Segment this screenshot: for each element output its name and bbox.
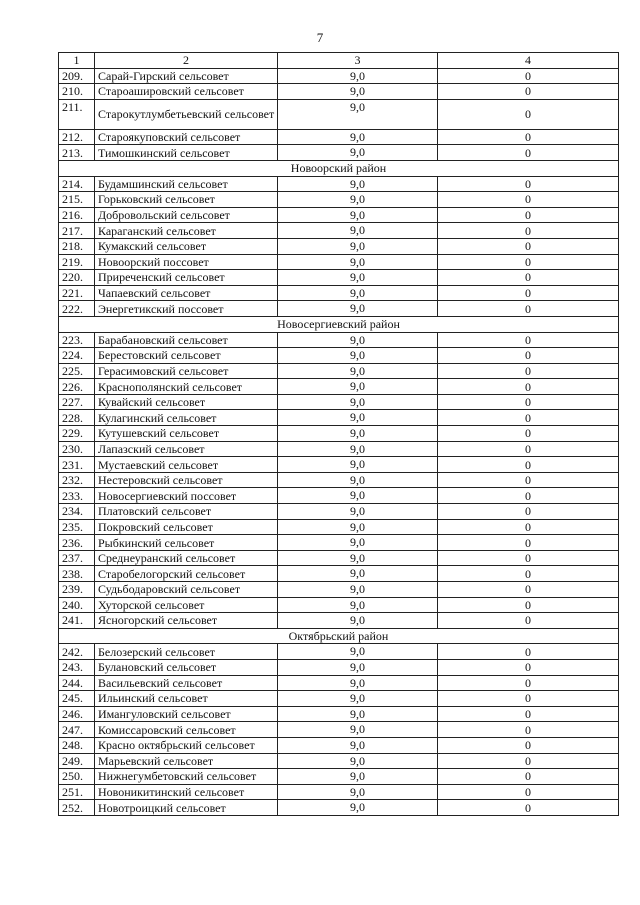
value-col-4: 0 xyxy=(438,441,619,457)
region-title: Новоорский район xyxy=(59,160,619,176)
value-col-4: 0 xyxy=(438,270,619,286)
value-col-3: 9,0 xyxy=(278,207,438,223)
value-col-4: 0 xyxy=(438,504,619,520)
table-row xyxy=(59,145,619,161)
value-col-4: 0 xyxy=(438,145,619,161)
value-col-3: 9,0 xyxy=(278,410,438,426)
page-number: 7 xyxy=(316,30,324,45)
table-row xyxy=(59,348,619,364)
value-col-4: 0 xyxy=(438,535,619,551)
value-col-3: 9,0 xyxy=(278,706,438,722)
value-col-3: 9,0 xyxy=(278,285,438,301)
value-col-3: 9,0 xyxy=(278,597,438,613)
table-body xyxy=(59,68,619,815)
value-col-4: 0 xyxy=(438,99,619,129)
value-col-4: 0 xyxy=(438,519,619,535)
value-col-3: 9,0 xyxy=(278,99,438,129)
column-header-1: 1 xyxy=(59,53,95,69)
row-number: 252. xyxy=(59,800,95,816)
row-number: 228. xyxy=(59,410,95,426)
value-col-4: 0 xyxy=(438,129,619,145)
value-col-4: 0 xyxy=(438,238,619,254)
value-col-3: 9,0 xyxy=(278,301,438,317)
table-row xyxy=(59,332,619,348)
settlement-name: Покровский сельсовет xyxy=(95,519,278,535)
row-number: 227. xyxy=(59,394,95,410)
value-col-3: 9,0 xyxy=(278,68,438,84)
settlement-name: Старобелогорский сельсовет xyxy=(95,566,278,582)
value-col-3: 9,0 xyxy=(278,519,438,535)
settlement-name: Нижнегумбетовский сельсовет xyxy=(95,769,278,785)
settlement-name: Марьевский сельсовет xyxy=(95,753,278,769)
table-row xyxy=(59,68,619,84)
value-col-3: 9,0 xyxy=(278,192,438,208)
value-col-4: 0 xyxy=(438,659,619,675)
row-number: 216. xyxy=(59,207,95,223)
value-col-3: 9,0 xyxy=(278,769,438,785)
settlement-name: Энергетикский поссовет xyxy=(95,301,278,317)
region-title: Новосергиевский район xyxy=(59,316,619,332)
value-col-3: 9,0 xyxy=(278,566,438,582)
value-col-3: 9,0 xyxy=(278,550,438,566)
settlement-name: Новоникитинский сельсовет xyxy=(95,784,278,800)
row-number: 233. xyxy=(59,488,95,504)
settlement-name: Барабановский сельсовет xyxy=(95,332,278,348)
value-col-4: 0 xyxy=(438,472,619,488)
value-col-4: 0 xyxy=(438,488,619,504)
value-col-4: 0 xyxy=(438,550,619,566)
settlement-name: Будамшинский сельсовет xyxy=(95,176,278,192)
table-row xyxy=(59,379,619,395)
value-col-3: 9,0 xyxy=(278,129,438,145)
value-col-3: 9,0 xyxy=(278,504,438,520)
row-number: 248. xyxy=(59,737,95,753)
row-number: 213. xyxy=(59,145,95,161)
value-col-3: 9,0 xyxy=(278,488,438,504)
table-row xyxy=(59,722,619,738)
table-row xyxy=(59,129,619,145)
value-col-3: 9,0 xyxy=(278,457,438,473)
table-row xyxy=(59,472,619,488)
settlement-name: Васильевский сельсовет xyxy=(95,675,278,691)
settlement-name: Среднеуранский сельсовет xyxy=(95,550,278,566)
value-col-3: 9,0 xyxy=(278,441,438,457)
value-col-4: 0 xyxy=(438,737,619,753)
row-number: 217. xyxy=(59,223,95,239)
row-number: 219. xyxy=(59,254,95,270)
settlement-name: Красно октябрьский сельсовет xyxy=(95,737,278,753)
settlement-name: Берестовский сельсовет xyxy=(95,348,278,364)
table-row xyxy=(59,597,619,613)
row-number: 242. xyxy=(59,644,95,660)
value-col-4: 0 xyxy=(438,363,619,379)
value-col-3: 9,0 xyxy=(278,582,438,598)
table-row xyxy=(59,394,619,410)
settlement-name: Горьковский сельсовет xyxy=(95,192,278,208)
row-number: 211. xyxy=(59,99,95,129)
row-number: 212. xyxy=(59,129,95,145)
row-number: 238. xyxy=(59,566,95,582)
settlement-name: Старокутлумбетьевский сельсовет xyxy=(95,99,278,129)
settlement-name: Рыбкинский сельсовет xyxy=(95,535,278,551)
row-number: 241. xyxy=(59,613,95,629)
row-number: 243. xyxy=(59,659,95,675)
value-col-4: 0 xyxy=(438,566,619,582)
value-col-3: 9,0 xyxy=(278,223,438,239)
region-row xyxy=(59,316,619,332)
settlement-name: Приреченский сельсовет xyxy=(95,270,278,286)
row-number: 251. xyxy=(59,784,95,800)
table-row xyxy=(59,644,619,660)
settlement-name: Судьбодаровский сельсовет xyxy=(95,582,278,598)
row-number: 231. xyxy=(59,457,95,473)
value-col-4: 0 xyxy=(438,379,619,395)
value-col-4: 0 xyxy=(438,675,619,691)
region-row xyxy=(59,160,619,176)
table-row xyxy=(59,207,619,223)
value-col-3: 9,0 xyxy=(278,722,438,738)
row-number: 225. xyxy=(59,363,95,379)
value-col-3: 9,0 xyxy=(278,332,438,348)
value-col-3: 9,0 xyxy=(278,535,438,551)
value-col-3: 9,0 xyxy=(278,426,438,442)
value-col-4: 0 xyxy=(438,597,619,613)
settlement-name: Караганский сельсовет xyxy=(95,223,278,239)
value-col-3: 9,0 xyxy=(278,84,438,100)
value-col-3: 9,0 xyxy=(278,800,438,816)
row-number: 245. xyxy=(59,691,95,707)
settlement-name: Тимошкинский сельсовет xyxy=(95,145,278,161)
table-row xyxy=(59,285,619,301)
settlement-name: Булановский сельсовет xyxy=(95,659,278,675)
value-col-4: 0 xyxy=(438,348,619,364)
value-col-4: 0 xyxy=(438,426,619,442)
value-col-4: 0 xyxy=(438,613,619,629)
value-col-4: 0 xyxy=(438,68,619,84)
value-col-3: 9,0 xyxy=(278,753,438,769)
value-col-4: 0 xyxy=(438,223,619,239)
table-row xyxy=(59,691,619,707)
settlement-name: Новосергиевский поссовет xyxy=(95,488,278,504)
settlement-name: Новоорский поссовет xyxy=(95,254,278,270)
table-row xyxy=(59,737,619,753)
settlement-name: Добровольский сельсовет xyxy=(95,207,278,223)
table-row xyxy=(59,238,619,254)
table-row xyxy=(59,410,619,426)
table-row xyxy=(59,550,619,566)
settlement-name: Хуторской сельсовет xyxy=(95,597,278,613)
table-row xyxy=(59,675,619,691)
row-number: 250. xyxy=(59,769,95,785)
row-number: 229. xyxy=(59,426,95,442)
settlement-name: Нестеровский сельсовет xyxy=(95,472,278,488)
table-row xyxy=(59,753,619,769)
value-col-3: 9,0 xyxy=(278,145,438,161)
value-col-4: 0 xyxy=(438,332,619,348)
value-col-3: 9,0 xyxy=(278,176,438,192)
value-col-4: 0 xyxy=(438,784,619,800)
settlement-name: Герасимовский сельсовет xyxy=(95,363,278,379)
row-number: 239. xyxy=(59,582,95,598)
settlement-name: Кутушевский сельсовет xyxy=(95,426,278,442)
settlement-name: Кувайский сельсовет xyxy=(95,394,278,410)
table-row xyxy=(59,784,619,800)
value-col-4: 0 xyxy=(438,254,619,270)
row-number: 236. xyxy=(59,535,95,551)
value-col-3: 9,0 xyxy=(278,737,438,753)
column-header-4: 4 xyxy=(438,53,619,69)
settlement-name: Кулагинский сельсовет xyxy=(95,410,278,426)
value-col-3: 9,0 xyxy=(278,394,438,410)
row-number: 244. xyxy=(59,675,95,691)
table-header-row xyxy=(59,53,619,69)
value-col-3: 9,0 xyxy=(278,613,438,629)
table-row xyxy=(59,223,619,239)
value-col-4: 0 xyxy=(438,176,619,192)
value-col-3: 9,0 xyxy=(278,675,438,691)
row-number: 226. xyxy=(59,379,95,395)
settlement-name: Кумакский сельсовет xyxy=(95,238,278,254)
table-row xyxy=(59,582,619,598)
settlement-name: Мустаевский сельсовет xyxy=(95,457,278,473)
row-number: 222. xyxy=(59,301,95,317)
settlement-name: Староякуповский сельсовет xyxy=(95,129,278,145)
table-row xyxy=(59,99,619,129)
table-row xyxy=(59,457,619,473)
row-number: 246. xyxy=(59,706,95,722)
row-number: 232. xyxy=(59,472,95,488)
row-number: 210. xyxy=(59,84,95,100)
table-row xyxy=(59,566,619,582)
value-col-4: 0 xyxy=(438,722,619,738)
value-col-4: 0 xyxy=(438,706,619,722)
value-col-4: 0 xyxy=(438,691,619,707)
row-number: 249. xyxy=(59,753,95,769)
table-row xyxy=(59,519,619,535)
table-row xyxy=(59,441,619,457)
settlement-name: Сарай-Гирский сельсовет xyxy=(95,68,278,84)
settlement-name: Комиссаровский сельсовет xyxy=(95,722,278,738)
table-row xyxy=(59,426,619,442)
value-col-4: 0 xyxy=(438,84,619,100)
region-row xyxy=(59,628,619,644)
value-col-4: 0 xyxy=(438,753,619,769)
table-row xyxy=(59,488,619,504)
table-row xyxy=(59,254,619,270)
settlement-name: Лапазский сельсовет xyxy=(95,441,278,457)
settlement-name: Краснополянский сельсовет xyxy=(95,379,278,395)
value-col-3: 9,0 xyxy=(278,644,438,660)
table-row xyxy=(59,363,619,379)
row-number: 214. xyxy=(59,176,95,192)
value-col-4: 0 xyxy=(438,644,619,660)
table-row xyxy=(59,706,619,722)
row-number: 218. xyxy=(59,238,95,254)
column-header-2: 2 xyxy=(95,53,278,69)
table-row xyxy=(59,769,619,785)
table-row xyxy=(59,192,619,208)
row-number: 230. xyxy=(59,441,95,457)
value-col-4: 0 xyxy=(438,394,619,410)
table-row xyxy=(59,176,619,192)
row-number: 215. xyxy=(59,192,95,208)
value-col-3: 9,0 xyxy=(278,363,438,379)
table-row xyxy=(59,270,619,286)
value-col-4: 0 xyxy=(438,582,619,598)
row-number: 209. xyxy=(59,68,95,84)
value-col-3: 9,0 xyxy=(278,659,438,675)
region-title: Октябрьский район xyxy=(59,628,619,644)
table-row xyxy=(59,613,619,629)
row-number: 240. xyxy=(59,597,95,613)
table-row xyxy=(59,800,619,816)
row-number: 235. xyxy=(59,519,95,535)
settlement-name: Платовский сельсовет xyxy=(95,504,278,520)
value-col-3: 9,0 xyxy=(278,379,438,395)
value-col-4: 0 xyxy=(438,457,619,473)
settlement-name: Староашировский сельсовет xyxy=(95,84,278,100)
value-col-3: 9,0 xyxy=(278,784,438,800)
value-col-3: 9,0 xyxy=(278,472,438,488)
settlement-name: Белозерский сельсовет xyxy=(95,644,278,660)
row-number: 220. xyxy=(59,270,95,286)
value-col-3: 9,0 xyxy=(278,348,438,364)
table-row xyxy=(59,504,619,520)
value-col-3: 9,0 xyxy=(278,238,438,254)
table-row xyxy=(59,301,619,317)
value-col-4: 0 xyxy=(438,800,619,816)
value-col-3: 9,0 xyxy=(278,254,438,270)
table-row xyxy=(59,84,619,100)
table-row xyxy=(59,535,619,551)
value-col-4: 0 xyxy=(438,207,619,223)
value-col-4: 0 xyxy=(438,410,619,426)
value-col-4: 0 xyxy=(438,285,619,301)
row-number: 221. xyxy=(59,285,95,301)
value-col-3: 9,0 xyxy=(278,270,438,286)
settlement-name: Чапаевский сельсовет xyxy=(95,285,278,301)
value-col-3: 9,0 xyxy=(278,691,438,707)
value-col-4: 0 xyxy=(438,192,619,208)
settlement-name: Ильинский сельсовет xyxy=(95,691,278,707)
value-col-4: 0 xyxy=(438,769,619,785)
value-col-4: 0 xyxy=(438,301,619,317)
row-number: 247. xyxy=(59,722,95,738)
settlement-name: Ясногорский сельсовет xyxy=(95,613,278,629)
settlement-name: Новотроицкий сельсовет xyxy=(95,800,278,816)
column-header-3: 3 xyxy=(278,53,438,69)
row-number: 223. xyxy=(59,332,95,348)
row-number: 224. xyxy=(59,348,95,364)
table-row xyxy=(59,659,619,675)
settlement-name: Имангуловский сельсовет xyxy=(95,706,278,722)
row-number: 237. xyxy=(59,550,95,566)
row-number: 234. xyxy=(59,504,95,520)
settlements-table xyxy=(58,52,619,816)
